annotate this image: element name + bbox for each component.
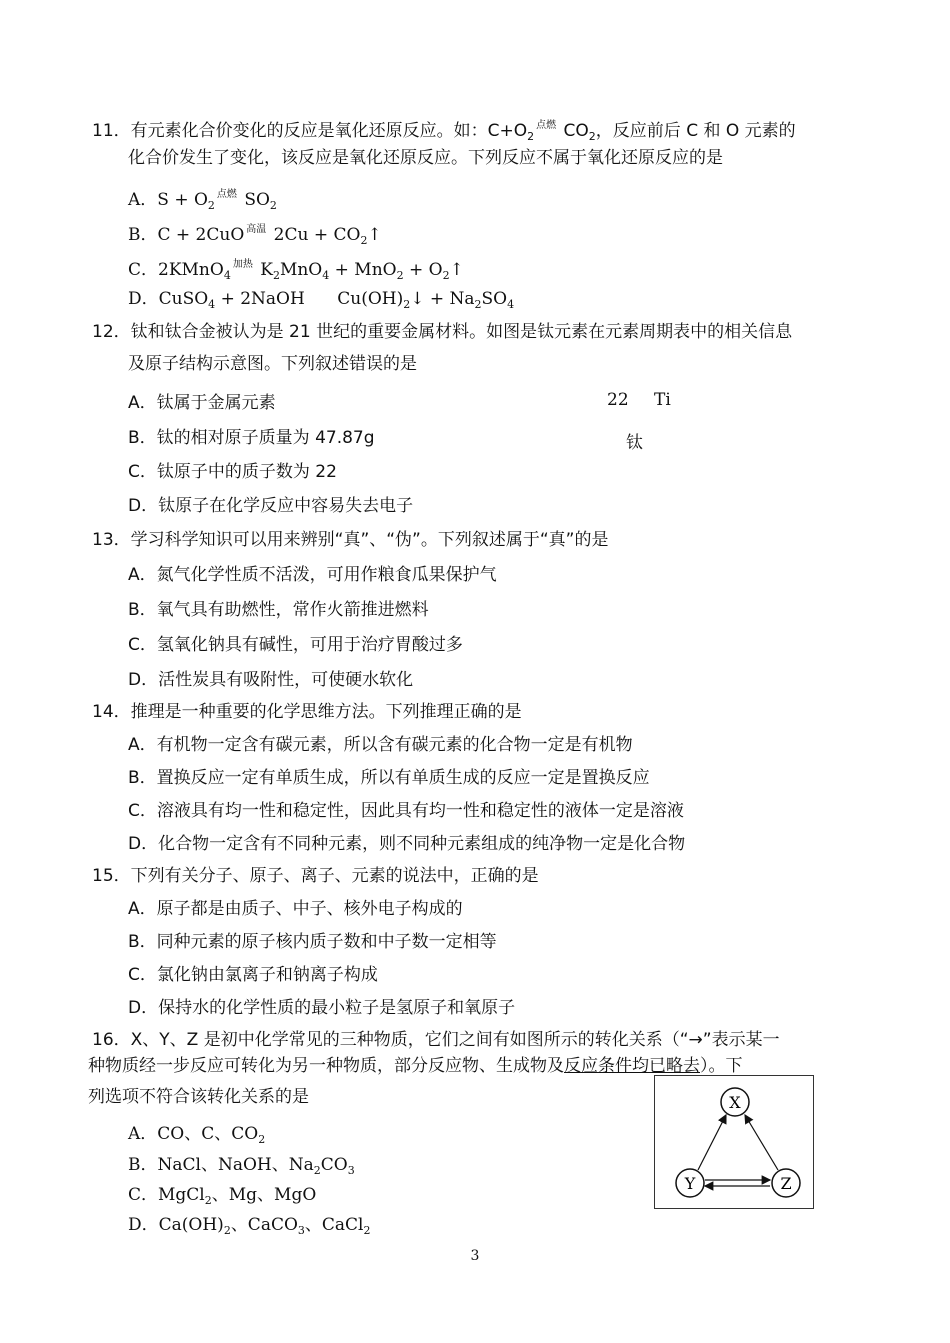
q16-stem-line3: 列选项不符合该转化关系的是 [88,1087,309,1107]
element-cell-titanium [592,388,692,466]
q15-option-b: B．同种元素的原子核内质子数和中子数一定相等 [128,932,497,952]
q14-option-b: B．置换反应一定有单质生成，所以有单质生成的反应一定是置换反应 [128,768,650,788]
q15-stem: 15．下列有关分子、原子、离子、元素的说法中，正确的是 [92,866,539,886]
q12-stem-line2: 及原子结构示意图。下列叙述错误的是 [128,354,417,374]
q16-stem-line2: 种物质经一步反应可转化为另一种物质，部分反应物、生成物及反应条件均已略去）。下 [88,1056,743,1076]
q16-stem-line1: 16．X、Y、Z 是初中化学常见的三种物质，它们之间有如图所示的转化关系（“→”表示某一 [92,1030,780,1050]
q13-option-b: B．氧气具有助燃性，常作火箭推进燃料 [128,600,429,620]
q14-stem: 14．推理是一种重要的化学思维方法。下列推理正确的是 [92,702,522,722]
element-name: 钛 [626,433,643,453]
q11-option-a: A．$S + O_2^{点燃}$ $SO_2$ [128,189,277,212]
q11-option-c: C．2KMnO$_4^{加热}$ $K_2MnO_4 + MnO_2$ + $O_2↑$ [128,259,464,282]
q16-option-a: A．CO、C、$CO_2$ [128,1124,266,1146]
diagram-svg [655,1076,813,1208]
q16-option-c: C．MgCl$_2$、Mg、MgO [128,1185,317,1207]
q14-option-a: A．有机物一定含有碳元素，所以含有碳元素的化合物一定是有机物 [128,735,633,755]
arrow-y-to-x [698,1115,726,1170]
q16-option-d: D．$Ca(OH)_2$、CaCO$_3$、CaCl$_2$ [128,1215,371,1237]
node-z-label: Z [780,1174,792,1193]
q11-option-d: D．CuSO$_4$ + 2NaOH $Cu(OH)_2↓ + Na_2SO_4$ [128,289,515,311]
q11-option-b: B．C + 2CuO $^{高温}$ $2Cu + CO_2↑$ [128,224,382,247]
q12-option-b: B．钛的相对原子质量为 47.87g [128,428,375,448]
node-y-label: Y [684,1174,696,1193]
q15-option-d: D．保持水的化学性质的最小粒子是氢原子和氧原子 [128,998,516,1018]
q12-stem-line1: 12．钛和钛合金被认为是 21 世纪的重要金属材料。如图是钛元素在元素周期表中的相关信息 [92,322,793,342]
q15-option-a: A．原子都是由质子、中子、核外电子构成的 [128,899,463,919]
q13-option-d: D．活性炭具有吸附性，可使硬水软化 [128,670,414,690]
arrow-z-to-x [745,1115,778,1170]
q11-stem-line1: 11．有元素化合价变化的反应是氧化还原反应。如：$C+O_2^{点燃}$ $CO_2$，反应前后 C 和 O 元素的 [92,120,796,143]
q13-option-c: C．氢氧化钠具有碱性，可用于治疗胃酸过多 [128,635,463,655]
q13-stem: 13．学习科学知识可以用来辨别“真”、“伪”。下列叙述属于“真”的是 [92,530,609,550]
element-symbol: Ti [654,390,671,410]
element-atomic-number: 22 [607,390,629,410]
q13-option-a: A．氮气化学性质不活泼，可用作粮食瓜果保护气 [128,565,497,585]
node-x-label: X [729,1093,741,1112]
q16-option-b: B．NaCl、NaOH、$Na_2CO_3$ [128,1155,355,1177]
q12-option-d: D．钛原子在化学反应中容易失去电子 [128,496,414,516]
xyz-conversion-diagram [654,1075,814,1209]
q11-stem-line2: 化合价发生了变化，该反应是氧化还原反应。下列反应不属于氧化还原反应的是 [128,148,723,168]
q14-option-d: D．化合物一定含有不同种元素，则不同种元素组成的纯净物一定是化合物 [128,834,686,854]
q12-option-a: A．钛属于金属元素 [128,393,276,413]
q15-option-c: C．氯化钠由氯离子和钠离子构成 [128,965,378,985]
page-number: 3 [470,1248,480,1264]
q14-option-c: C．溶液具有均一性和稳定性，因此具有均一性和稳定性的液体一定是溶液 [128,801,684,821]
q12-option-c: C．钛原子中的质子数为 22 [128,462,337,482]
